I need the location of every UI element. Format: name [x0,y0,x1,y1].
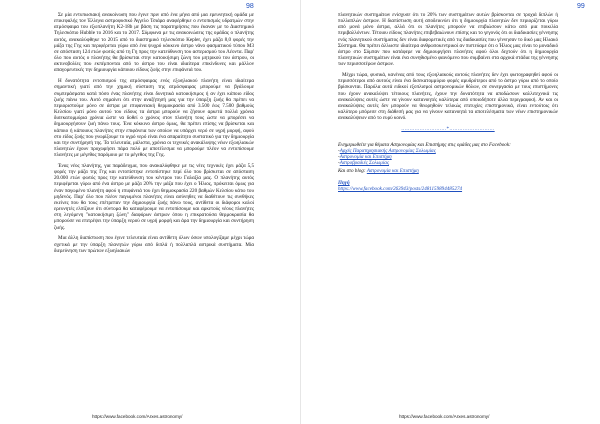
text-column [338,12,558,193]
page-number: 99 [577,3,585,10]
facebook-group-link[interactable]: - Αστροβραδιές Σολωμίας [338,160,558,166]
paragraph: Μέχρι τώρα, φυσικά, κανένας από τους εξωηλιακούς αυτούς πλανήτες δεν έχει φωτογραφηθεί αφού οι περισσότεροι από αυτούς είναι ένα δισεκατομμύριο φορές αμυδρότεροι από το άστρο γύρω από το οποίο βρίσκονται. Παρόλα αυτά ειδικοί εξοπλισμοί αστρονομικών θόλων, σε συνεργασία με τους επιστήμονες που έχουν ανακαλύψει τέτοιους πλανήτες, έχουν την δυνατότητα να αποδώσουν καλλιτεχνικά τις ανακαλύψεις αυτές ώστε να γίνουν κατανοητές καλύτερα από οποιοδήποτε άλλα περιγραφική. Αν και οι ανακαλύψεις αυτές δεν μπορούν να θεωρηθούν τελικώς επιτυχίες επιστημονικά, είναι εντούτοις ότι καλύτερο μπόρεσε στη διάθεσή μας για να γίνουν κατανοητά τα αποτελέσματα των νέων επιστημονικών ανακαλύψεων από το ευρύ κοινό. [338,72,558,122]
section-separator: ...........................*........................... [401,126,495,133]
paragraph: Η δυνατότητα εντοπισμού της ατμόσφαιρας ενός εξωηλιακού πλανήτη είναι ιδιαίτερα σημαντική γιατί από την χημική σύσταση της ατμόσφαιρας μπορούμε να βγάλουμε συμπεράσματα κατά πόσο ένας πλανήτης είναι δυνητικά κατοικήσιμος ή αν έχει κάποιο είδος ζωής πάνω του. Αυτό σημαίνει ότι στην αναζήτησή μας για την ύπαρξη ζωής θα πρέπει να περιοριστούμε μόνο σε άστρα με επιφανειακή θερμοκρασία από 3.500 έως 7.500 βαθμούς Κελσίου γιατί μόνο αυτού του είδους τα άστρα μπορούν να ζήσουν αρκετά πολλά χρόνια δισεκατομμύρια χρόνια ώστε να δοθεί ο χρόνος στον πλανήτη τους ώστε να μπορέσει να δημιουργήσουν ζωή πάνω τους. Ένα κόκκινο άστρο όμως, θα πρέπει επίσης να βρίσκεται και κάποιο ή κάποιους πλανήτες στην επιφάνεια των οποίων να υπάρχει νερό σε υγρή μορφή, αφού στο είδος ζωής που γνωρίζουμε το υγρό νερό είναι ένα απαραίτητο συστατικό για την δημιουργία και την συντήρησή της. Τα τελευταία, μάλιστα, χρόνια οι τεχνικές ανακάλυψης νέων εξωηλιακών πλανητών έχουν προχωρήσει πάρα πολύ με αποτέλεσμα να μπορούμε πλέον να εντοπίσουμε πλανήτες με μέγεθος παρόμοιο με το μέγεθος της Γης. [54,78,254,159]
facebook-group-link[interactable]: - Αρχές Παρατηρησιακής Αστρονομίας Σολωμίας [338,148,558,154]
paragraph: Σε μία εντυπωσιακή ανακοίνωση που έγινε πριν από ένα μήνα από μια ερευνητική ομάδα με επικεφαλής τον Έλληνα αστροφυσικό Άγγελο Τσιάρα αναφέρθηκε ο εντοπισμός υδρατμών στην ατμόσφαιρα του εξωπλανήτη K2-18b με βάση τις παρατηρήσεις που έκαναν με το Διαστημικό Τηλεσκόπιο Hubble το 2016 και το 2017. Σύμφωνα με τις ανακοινώσεις της ομάδας ο πλανήτης αυτός, ανακαλύφθηκε το 2015 από το διαστημικό τηλεσκόπιο Kepler, έχει μάζα 8,0 φορές την μάζα της Γης και περιφέρεται γύρω από ένα ψυχρό κόκκινο άστρο νάνο φασματικού τύπου M3 σε απόσταση 124 ετών φωτός από τη Γη προς την κατεύθυνση του αστερισμού του Λέοντα. Παρ' όλο που αυτός ο πλανήτης θα βρίσκεται στην κατοικήσιμη ζώνη του μητρικού του άστρου, οι ακτινοβολίες που εκπέμπονται από το άστρο του είναι ιδιαίτερα επικίνδυνες και μάλλον απαγορευτικές την δημιουργία κάποιου είδους ζωής στην επιφάνειά του. [54,12,254,74]
text-column [54,12,254,259]
info-heading: Ενημερωθείτε για θέματα Αστρονομίας και Επιστήμης στις ομάδες μας στο Facebook: [338,141,511,148]
blog-label: Και στο blog: [338,168,366,175]
paragraph: πλανητικών συστημάτων ενίσχυσε ότι το 20% των συστημάτων αυτών βρίσκονται σε τροχιά διπλών ή πολλαπλών άστρων. Η διαπίστωση αυτή αποδεικνύει ότι η δημιουργία πλανητών δεν περιορίζεται γύρω από μονά μόνο άστρα, αλλά ότι οι πλανήτες μπορούν να επιβιώσουν κάτω από μια ποικιλία περιβαλλόντων. Τέτοιου είδους πλανήτες επιβεβαιώνουν επίσης και το γεγονός ότι οι διαδικασίες γέννησης ενός πλανητικού συστήματος δεν είναι διαφορετικές από τις διαδικασίες που γέννησαν το δικό μας Ηλιακό Σύστημα. Θα πρέπει άλλωστε ιδιαίτερα ανθρωποκεντρικοί αν πιστεύαμε ότι ο Ήλιος μας είναι το μοναδικό άστρο στο Σύμπαν που κατάφερε να δημιουργήσει πλανήτες αφού όλοι δεχτούν ότι η δημιουργία πλανητικών συστημάτων είναι ένα συνηθισμένο φαινόμενο που συμβαίνει στα αρχικά στάδια της γέννησης των περισσοτέρων άστρων. [338,12,558,68]
paragraph: Ένας νέος πλανήτης, για παράδειγμα, που ανακαλύφθηκε με τις νέες τεχνικές έχει μάζα 5,5 φορές την μάζα της Γης και εντοπίστηκε εντοπίστηκε περί όλο που βρίσκεται σε απόσταση 20.000 ετών φωτός προς την κατεύθυνση του κέντρου του Γαλαξία μας. Ο πλανήτης αυτός περιφέρεται γύρω από ένα άστρο με μάζα 20% την μάζα που έχει ο Ήλιος, πρόκειται όμως για έναν παγωμένο πλανήτη αφού η επιφάνειά του έχει θερμοκρασία 220 βαθμών Κελσίου κάτω του μηδενός. Παρ' όλο που πλέον παγωμένοι πλανήτες είναι ασύνηθες να διαθέτουν τις συνθήκες εκείνες που θα τους επέτρεπαν την δημιουργία ζωής πάνω τους, αντίθετα οι διάφοροι καλοί ερευνητές ελπίζουν ότι σύντομα θα καταφέρουμε να εντοπίσουμε και αρκετούς νέους πλανήτες στη λεγόμενη "κατοικήσιμη ζώνη" διαφόρων άστρων όπου η επικρατούσα θερμοκρασία θα μπορούσε να επιτρέψει την ύπαρξη νερού σε υγρή μορφή και άρα την δημιουργία και συντήρηση ζωής. [54,162,254,231]
source-link[interactable]: https://www.facebook.com/263943/posts/2481159894485274 [338,186,463,193]
blog-line [338,168,558,174]
right-page [300,0,600,424]
blog-link[interactable]: Αστρονομία και Επιστήμη [366,168,419,175]
page-number: 98 [246,3,254,10]
paragraph: Μια άλλη διαπίστωση που έγινε τελευταία είναι αντίθετη όλων όσων υπολογίζαμε μέχρι τώρα σχετικά με την ύπαρξη πλανητών γύρω από διπλά ή πολλαπλά αστρικά συστήματα. Μία διερεύνηση των πρώτων εξωηλιακών [54,235,254,254]
facebook-group-link[interactable]: - Αστρονομία και Επιστήμη [338,154,558,160]
page-footer[interactable]: https://www.facebook.com/Arxes.astronomy/ [92,414,183,419]
source-label: Πηγή [338,180,350,187]
facebook-groups-list [338,148,558,166]
page-footer[interactable]: https://www.facebook.com/Arxes.astronomy/ [399,414,490,419]
